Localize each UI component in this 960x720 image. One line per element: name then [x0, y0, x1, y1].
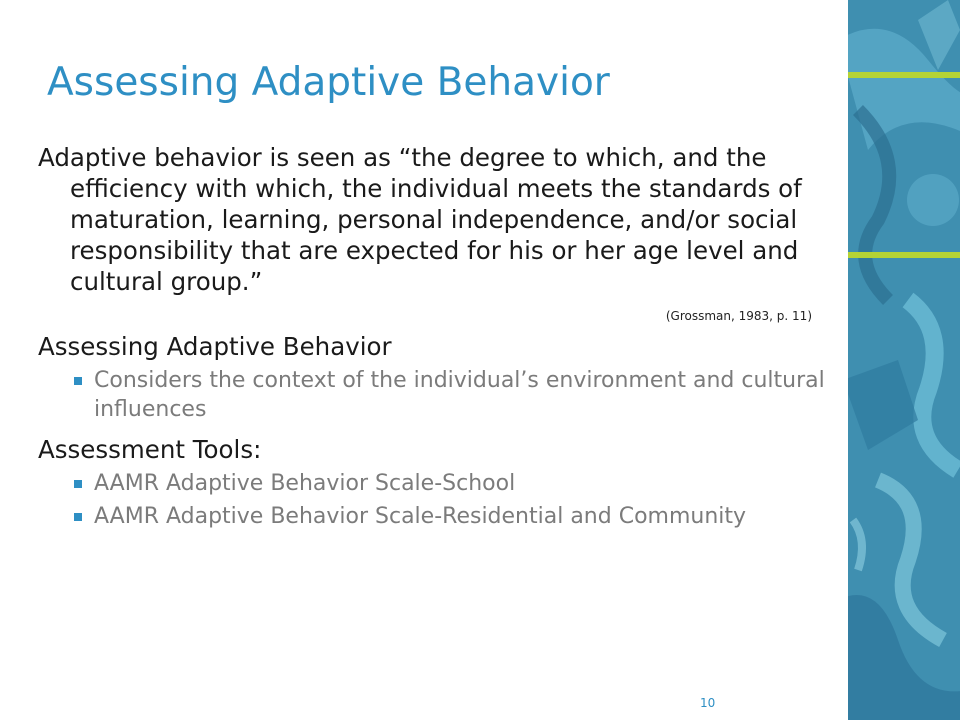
- slide-content: [38, 142, 828, 531]
- section-heading: Assessing Adaptive Behavior: [38, 332, 392, 361]
- section-heading: Assessment Tools:: [38, 435, 262, 464]
- citation: (Grossman, 1983, p. 11): [665, 309, 812, 323]
- list-item-text: Considers the context of the individual’s environment and cultural influences: [94, 368, 825, 422]
- abstract-pattern-icon: [848, 0, 960, 720]
- square-bullet-icon: [74, 377, 82, 385]
- list-item: [38, 366, 828, 424]
- square-bullet-icon: [74, 513, 82, 521]
- list-item-text: AAMR Adaptive Behavior Scale-Residential and Community: [94, 504, 747, 529]
- page-number: 10: [700, 696, 716, 710]
- decorative-side-panel: [848, 0, 960, 720]
- page-title: Assessing Adaptive Behavior: [47, 60, 610, 105]
- panel-accent-line: [848, 252, 960, 258]
- list-item-text: AAMR Adaptive Behavior Scale-School: [94, 471, 516, 496]
- list-item: [38, 502, 828, 531]
- definition-paragraph: Adaptive behavior is seen as “the degree to which, and the efficiency with which, the individual meets the standards of maturation, learning, personal independence, and/or social responsibility that are expected for his or her age level and cultural group.”: [38, 143, 802, 296]
- panel-accent-line: [848, 72, 960, 78]
- list-item: [38, 469, 828, 498]
- square-bullet-icon: [74, 480, 82, 488]
